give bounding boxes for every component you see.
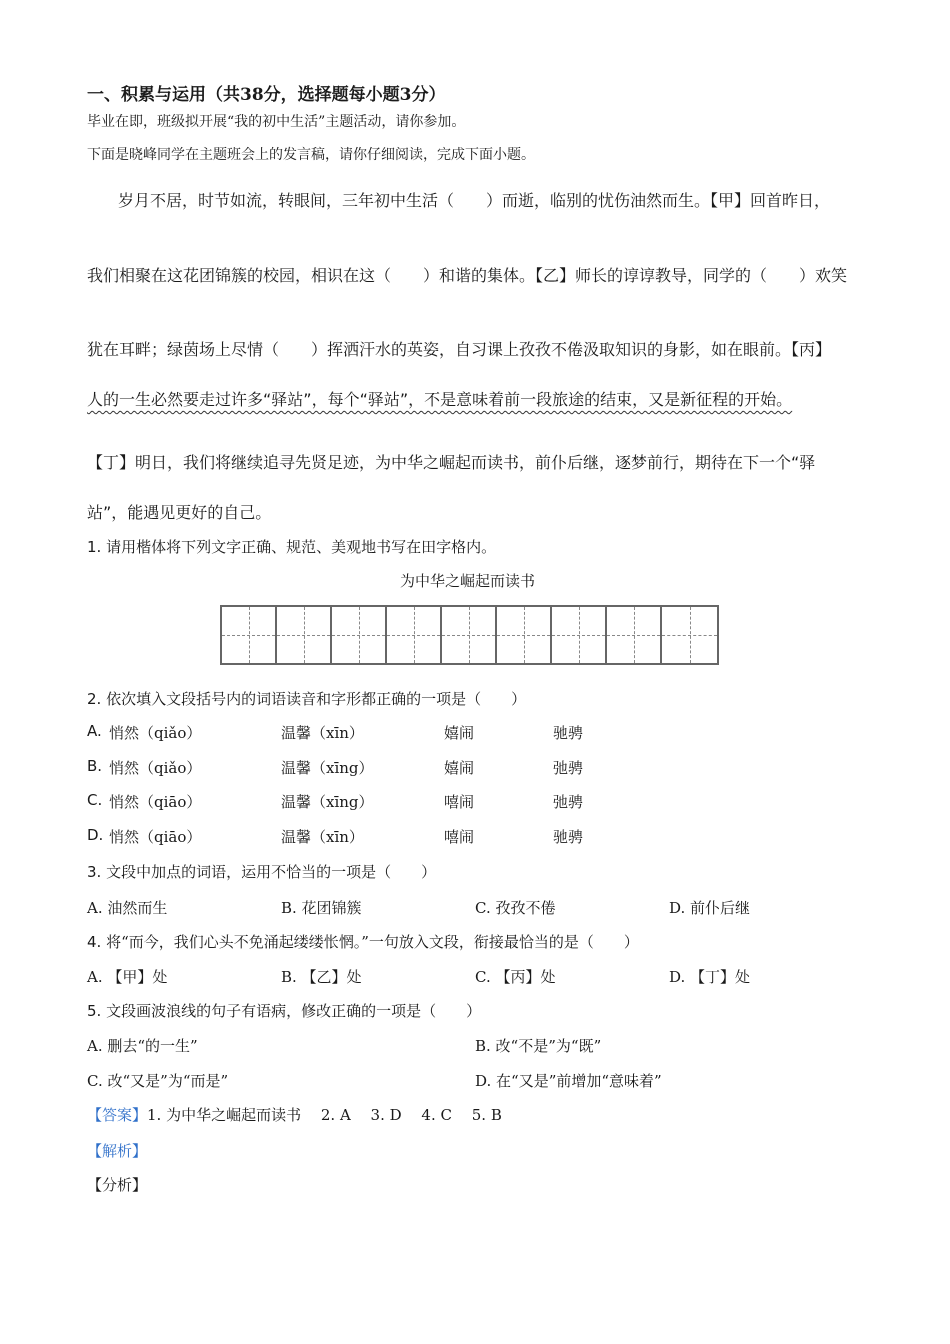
grid-cell[interactable]: [497, 607, 552, 663]
q4-option-b[interactable]: B. 【乙】处: [281, 968, 362, 986]
q5-option-d[interactable]: D. 在“又是”前增加“意味着”: [475, 1072, 662, 1090]
grid-cell[interactable]: [332, 607, 387, 663]
grid-cell[interactable]: [662, 607, 717, 663]
answer-label: 【答案】: [87, 1106, 148, 1124]
question-1-number: 1.: [87, 538, 102, 556]
question-3: [87, 861, 436, 882]
q2-option-b-col2: 温馨（xīng）: [281, 759, 374, 777]
answer-text: 1. 为中华之崛起而读书 2. A 3. D 4. C 5. B: [147, 1106, 502, 1124]
section-title: 一、积累与运用（共38分，选择题每小题3分）: [87, 85, 446, 105]
q2-option-c-col2: 温馨（xīng）: [281, 793, 374, 811]
passage-line-6: 站”，能遇见更好的自己。: [87, 503, 272, 522]
q2-option-d-letter[interactable]: D.: [87, 826, 104, 844]
q1-phrase: 为中华之崛起而读书: [400, 572, 536, 590]
q2-option-d-col3: 嘻闹: [444, 828, 475, 846]
grid-cell[interactable]: [552, 607, 607, 663]
grid-cell[interactable]: [387, 607, 442, 663]
question-1: [87, 536, 496, 557]
q4-option-a[interactable]: A. 【甲】处: [87, 968, 168, 986]
answer-line: [87, 1104, 502, 1125]
q2-option-c-col4: 弛骋: [553, 793, 584, 811]
question-2-text: 依次填入文段括号内的词语读音和字形都正确的一项是（ ）: [106, 690, 527, 708]
q2-option-d-col4: 驰骋: [553, 828, 584, 846]
q2-option-c-col3: 嘻闹: [444, 793, 475, 811]
question-3-text: 文段中加点的词语，运用不恰当的一项是（ ）: [106, 863, 437, 881]
question-5-number: 5.: [87, 1002, 102, 1020]
question-2: [87, 688, 526, 709]
tianzige-grid[interactable]: [220, 605, 719, 665]
passage-line-3: 犹在耳畔；绿茵场上尽情（ ）挥洒汗水的英姿，自习课上孜孜不倦汲取知识的身影，如在眼前。【丙】: [87, 340, 832, 359]
q2-option-c-col1: 悄然（qiāo）: [109, 793, 202, 811]
question-5-text: 文段画波浪线的句子有语病，修改正确的一项是（ ）: [106, 1002, 482, 1020]
q2-option-b-col1: 悄然（qiǎo）: [109, 759, 202, 777]
analysis-label: 【解析】: [87, 1142, 148, 1160]
question-2-number: 2.: [87, 690, 102, 708]
q4-option-c[interactable]: C. 【丙】处: [475, 968, 556, 986]
intro-line-2: 下面是晓峰同学在主题班会上的发言稿，请你仔细阅读，完成下面小题。: [87, 147, 535, 163]
q2-option-c-letter[interactable]: C.: [87, 791, 103, 809]
q2-option-a-col2: 温馨（xīn）: [281, 724, 364, 742]
q3-option-d[interactable]: D. 前仆后继: [669, 899, 751, 917]
question-5: [87, 1000, 481, 1021]
q5-option-b[interactable]: B. 改“不是”为“既”: [475, 1037, 602, 1055]
q2-option-a-col3: 嬉闹: [444, 724, 475, 742]
q3-option-c[interactable]: C. 孜孜不倦: [475, 899, 556, 917]
question-1-text: 请用楷体将下列文字正确、规范、美观地书写在田字格内。: [106, 538, 497, 556]
question-4-text: 将“而今，我们心头不免涌起缕缕怅惘。”一句放入文段，衔接最恰当的是（ ）: [106, 933, 639, 951]
q2-option-a-letter[interactable]: A.: [87, 722, 102, 740]
q2-option-b-col4: 弛骋: [553, 759, 584, 777]
grid-cell[interactable]: [277, 607, 332, 663]
question-4-number: 4.: [87, 933, 102, 951]
grid-cell[interactable]: [442, 607, 497, 663]
passage-line-1: 岁月不居，时节如流，转眼间，三年初中生活（ ）而逝，临别的忧伤油然而生。【甲】回首昨日，: [118, 191, 831, 210]
q2-option-b-letter[interactable]: B.: [87, 757, 103, 775]
grid-cell[interactable]: [222, 607, 277, 663]
q2-option-a-col1: 悄然（qiǎo）: [109, 724, 202, 742]
q5-option-a[interactable]: A. 删去“的一生”: [87, 1037, 198, 1055]
q2-option-a-col4: 驰骋: [553, 724, 584, 742]
grid-cell[interactable]: [607, 607, 662, 663]
passage-line-5: 【丁】明日，我们将继续追寻先贤足迹，为中华之崛起而读书，前仆后继，逐梦前行，期待在下一个“驿: [87, 453, 816, 472]
q3-option-a[interactable]: A. 油然而生: [87, 899, 168, 917]
q2-option-d-col2: 温馨（xīn）: [281, 828, 364, 846]
q3-option-b[interactable]: B. 花团锦簇: [281, 899, 362, 917]
q5-option-c[interactable]: C. 改“又是”为“而是”: [87, 1072, 229, 1090]
passage-line-2: 我们相聚在这花团锦簇的校园，相识在这（ ）和谐的集体。【乙】师长的谆谆教导，同学的（ ）欢笑: [87, 266, 848, 285]
question-4: [87, 931, 639, 952]
intro-line-1: 毕业在即，班级拟开展“我的初中生活”主题活动，请你参加。: [87, 114, 466, 130]
q2-option-b-col3: 嬉闹: [444, 759, 475, 777]
question-3-number: 3.: [87, 863, 102, 881]
passage-line-4-wavy: 人的一生必然要走过许多“驿站”，每个“驿站”，不是意味着前一段旅途的结束，又是新征程的开始。: [87, 390, 793, 409]
fenxi-label: 【分析】: [87, 1176, 148, 1194]
q2-option-d-col1: 悄然（qiāo）: [109, 828, 202, 846]
q4-option-d[interactable]: D. 【丁】处: [669, 968, 751, 986]
